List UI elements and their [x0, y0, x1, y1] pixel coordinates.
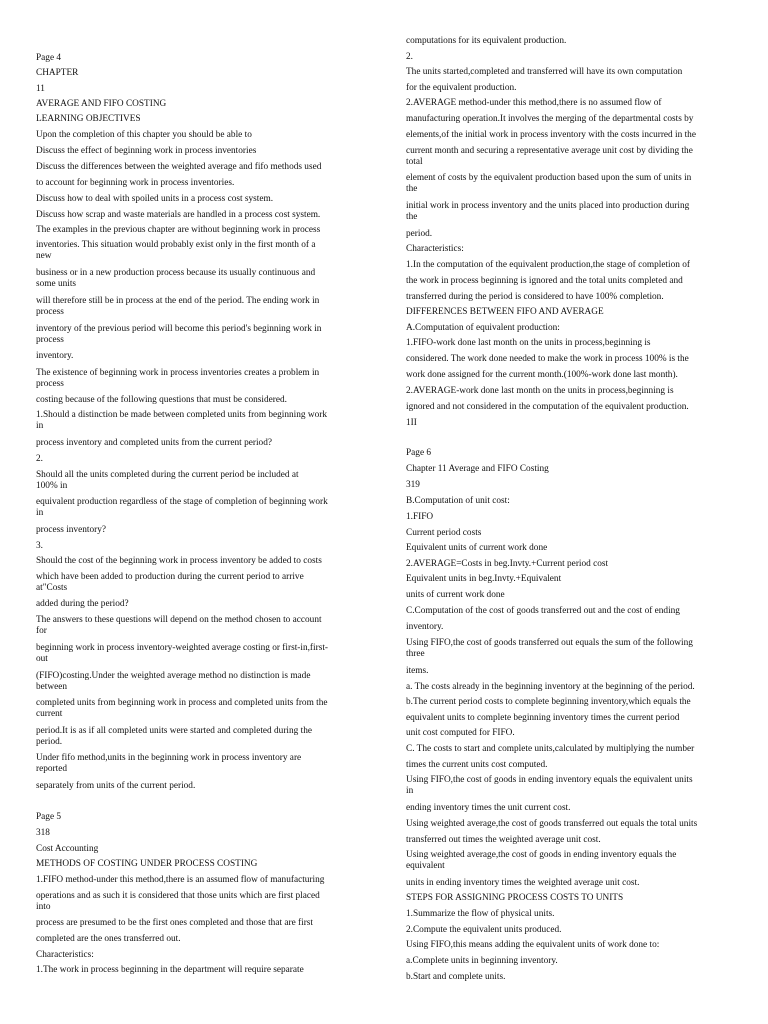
text-line: total	[406, 157, 423, 167]
text-line: (FIFO)costing.Under the weighted average method no distinction is made	[36, 671, 311, 681]
text-line: 1II	[406, 418, 417, 428]
text-line: out	[36, 654, 48, 664]
text-line: 1.In the computation of the equivalent production,the stage of completion of	[406, 260, 690, 270]
text-line: the	[406, 184, 418, 194]
text-line: beginning work in process inventory-weighted average costing or first-in,first-	[36, 643, 328, 653]
text-line: b.The current period costs to complete beginning inventory,which equals the	[406, 697, 691, 707]
text-line: three	[406, 649, 425, 659]
text-line: Cost Accounting	[36, 844, 99, 854]
text-line: process inventory and completed units from the current period?	[36, 438, 272, 448]
text-line: Equivalent units of current work done	[406, 543, 548, 553]
text-line: times the current units cost computed.	[406, 760, 548, 770]
text-line: Should the cost of the beginning work in process inventory be added to costs	[36, 556, 322, 566]
text-line: inventory.	[36, 351, 74, 361]
text-line: 2.	[406, 52, 413, 62]
text-line: The existence of beginning work in process inventories creates a problem in	[36, 368, 320, 378]
text-line: Page 6	[406, 448, 432, 458]
text-line: costing because of the following questions that must be considered.	[36, 395, 287, 405]
text-line: AVERAGE AND FIFO COSTING	[36, 99, 167, 109]
text-line: 1.Should a distinction be made between completed units from beginning work	[36, 410, 327, 420]
text-line: current	[36, 709, 63, 719]
text-line: transferred out times the weighted average unit cost.	[406, 835, 601, 845]
text-line: transferred during the period is considered to have 100% completion.	[406, 292, 664, 302]
text-line: manufacturing operation.It involves the merging of the departmental costs by	[406, 114, 694, 124]
text-line: Page 4	[36, 53, 62, 63]
text-line: operations and as such it is considered that those units which are first placed	[36, 891, 320, 901]
text-line: C. The costs to start and complete units,calculated by multiplying the number	[406, 744, 695, 754]
text-line: a. The costs already in the beginning inventory at the beginning of the period.	[406, 682, 695, 692]
text-line: ignored and not considered in the computation of the equivalent production.	[406, 402, 689, 412]
text-line: Using weighted average,the cost of goods transferred out equals the total units	[406, 819, 698, 829]
text-line: The examples in the previous chapter are without beginning work in process	[36, 225, 321, 235]
text-line: current month and securing a representative average unit cost by dividing the	[406, 146, 693, 156]
text-line: inventories. This situation would probably exist only in the first month of a	[36, 240, 316, 250]
text-line: inventory of the previous period will become this period's beginning work in	[36, 324, 322, 334]
text-line: The units started,completed and transferred will have its own computation	[406, 67, 683, 77]
text-line: process inventory?	[36, 525, 106, 535]
text-line: the	[406, 212, 418, 222]
text-line: equivalent units to complete beginning inventory times the current period	[406, 713, 680, 723]
text-line: at"Costs	[36, 583, 68, 593]
text-line: into	[36, 902, 51, 912]
text-line: Chapter 11 Average and FIFO Costing	[406, 464, 549, 474]
text-line: period.	[406, 229, 433, 239]
text-line: new	[36, 251, 52, 261]
text-line: for the equivalent production.	[406, 83, 517, 93]
text-line: Using FIFO,this means adding the equivalent units of work done to:	[406, 940, 660, 950]
text-line: 1.FIFO-work done last month on the units in process,beginning is	[406, 338, 651, 348]
text-line: some units	[36, 279, 77, 289]
text-line: units of current work done	[406, 590, 505, 600]
text-line: 2.AVERAGE method-under this method,there is no assumed flow of	[406, 98, 662, 108]
text-line: 3.	[36, 541, 43, 551]
text-line: inventory.	[406, 622, 444, 632]
text-line: business or in a new production process because its usually continuous and	[36, 268, 316, 278]
text-line: process are presumed to be the first ones completed and those that are first	[36, 918, 314, 928]
text-line: initial work in process inventory and the units placed into production during	[406, 201, 690, 211]
text-line: 1.The work in process beginning in the department will require separate	[36, 965, 304, 975]
text-line: process	[36, 335, 64, 345]
text-line: added during the period?	[36, 599, 129, 609]
text-line: in	[36, 508, 44, 518]
text-line: in	[406, 786, 414, 796]
text-line: B.Computation of unit cost:	[406, 496, 510, 506]
text-line: 2.AVERAGE-work done last month on the units in process,beginning is	[406, 386, 674, 396]
text-line: 2.	[36, 454, 43, 464]
text-line: Characteristics:	[36, 950, 94, 960]
text-line: completed are the ones transferred out.	[36, 934, 181, 944]
text-line: process	[36, 379, 64, 389]
text-line: in	[36, 421, 44, 431]
text-line: for	[36, 626, 47, 636]
text-line: Equivalent units in beg.Invty.+Equivalent	[406, 574, 562, 584]
text-line: units in ending inventory times the weighted average unit cost.	[406, 878, 640, 888]
text-line: ending inventory times the unit current cost.	[406, 803, 571, 813]
text-line: period.It is as if all completed units were started and completed during the	[36, 726, 312, 736]
text-line: will therefore still be in process at the end of the period. The ending work in	[36, 296, 320, 306]
text-line: 100% in	[36, 481, 68, 491]
text-line: unit cost computed for FIFO.	[406, 728, 515, 738]
text-line: equivalent production regardless of the stage of completion of beginning work	[36, 497, 328, 507]
text-line: completed units from beginning work in process and completed units from the	[36, 698, 328, 708]
text-line: DIFFERENCES BETWEEN FIFO AND AVERAGE	[406, 307, 604, 317]
text-line: items.	[406, 666, 429, 676]
text-line: equivalent	[406, 861, 445, 871]
text-line: element of costs by the equivalent production based upon the sum of units in	[406, 173, 692, 183]
text-line: 1.FIFO	[406, 512, 434, 522]
text-line: computations for its equivalent production.	[406, 36, 567, 46]
text-line: The answers to these questions will depend on the method chosen to account	[36, 615, 322, 625]
text-line: to account for beginning work in process inventories.	[36, 178, 235, 188]
text-line: 2.Compute the equivalent units produced.	[406, 925, 562, 935]
text-line: Discuss how scrap and waste materials are handled in a process cost system.	[36, 210, 321, 220]
text-line: Should all the units completed during the current period be included at	[36, 470, 299, 480]
text-line: between	[36, 682, 67, 692]
text-line: LEARNING OBJECTIVES	[36, 114, 141, 124]
text-line: Using weighted average,the cost of goods in ending inventory equals the	[406, 850, 677, 860]
text-line: 1.Summarize the flow of physical units.	[406, 909, 555, 919]
text-line: reported	[36, 764, 67, 774]
text-line: Discuss how to deal with spoiled units in a process cost system.	[36, 194, 274, 204]
text-line: Upon the completion of this chapter you should be able to	[36, 130, 252, 140]
text-line: work done assigned for the current month.(100%-work done last month).	[406, 370, 678, 380]
text-line: 11	[36, 84, 45, 94]
text-line: elements,of the initial work in process inventory with the costs incurred in the	[406, 130, 696, 140]
text-line: the work in process beginning is ignored and the total units completed and	[406, 276, 683, 286]
text-line: 318	[36, 828, 50, 838]
text-line: Discuss the differences between the weighted average and fifo methods used	[36, 162, 322, 172]
text-line: Characteristics:	[406, 244, 464, 254]
text-line: a.Complete units in beginning inventory.	[406, 956, 558, 966]
text-line: process	[36, 307, 64, 317]
text-line: STEPS FOR ASSIGNING PROCESS COSTS TO UNITS	[406, 893, 624, 903]
text-line: 2.AVERAGE=Costs in beg.Invty.+Current period cost	[406, 559, 609, 569]
text-line: C.Computation of the cost of goods transferred out and the cost of ending	[406, 606, 680, 616]
text-line: A.Computation of equivalent production:	[406, 323, 560, 333]
text-line: considered. The work done needed to make the work in process 100% is the	[406, 354, 689, 364]
text-line: 319	[406, 480, 420, 490]
text-line: Discuss the effect of beginning work in process inventories	[36, 146, 257, 156]
text-line: 1.FIFO method-under this method,there is an assumed flow of manufacturing	[36, 875, 325, 885]
text-line: CHAPTER	[36, 68, 79, 78]
text-line: Current period costs	[406, 528, 482, 538]
text-line: Under fifo method,units in the beginning work in process inventory are	[36, 753, 302, 763]
text-line: Using FIFO,the cost of goods in ending inventory equals the equivalent units	[406, 775, 693, 785]
text-line: period.	[36, 737, 63, 747]
text-line: METHODS OF COSTING UNDER PROCESS COSTING	[36, 859, 258, 869]
text-line: Using FIFO,the cost of goods transferred out equals the sum of the following	[406, 638, 693, 648]
text-line: b.Start and complete units.	[406, 972, 506, 982]
text-line: which have been added to production during the current period to arrive	[36, 572, 304, 582]
text-line: Page 5	[36, 812, 62, 822]
text-line: separately from units of the current period.	[36, 781, 196, 791]
